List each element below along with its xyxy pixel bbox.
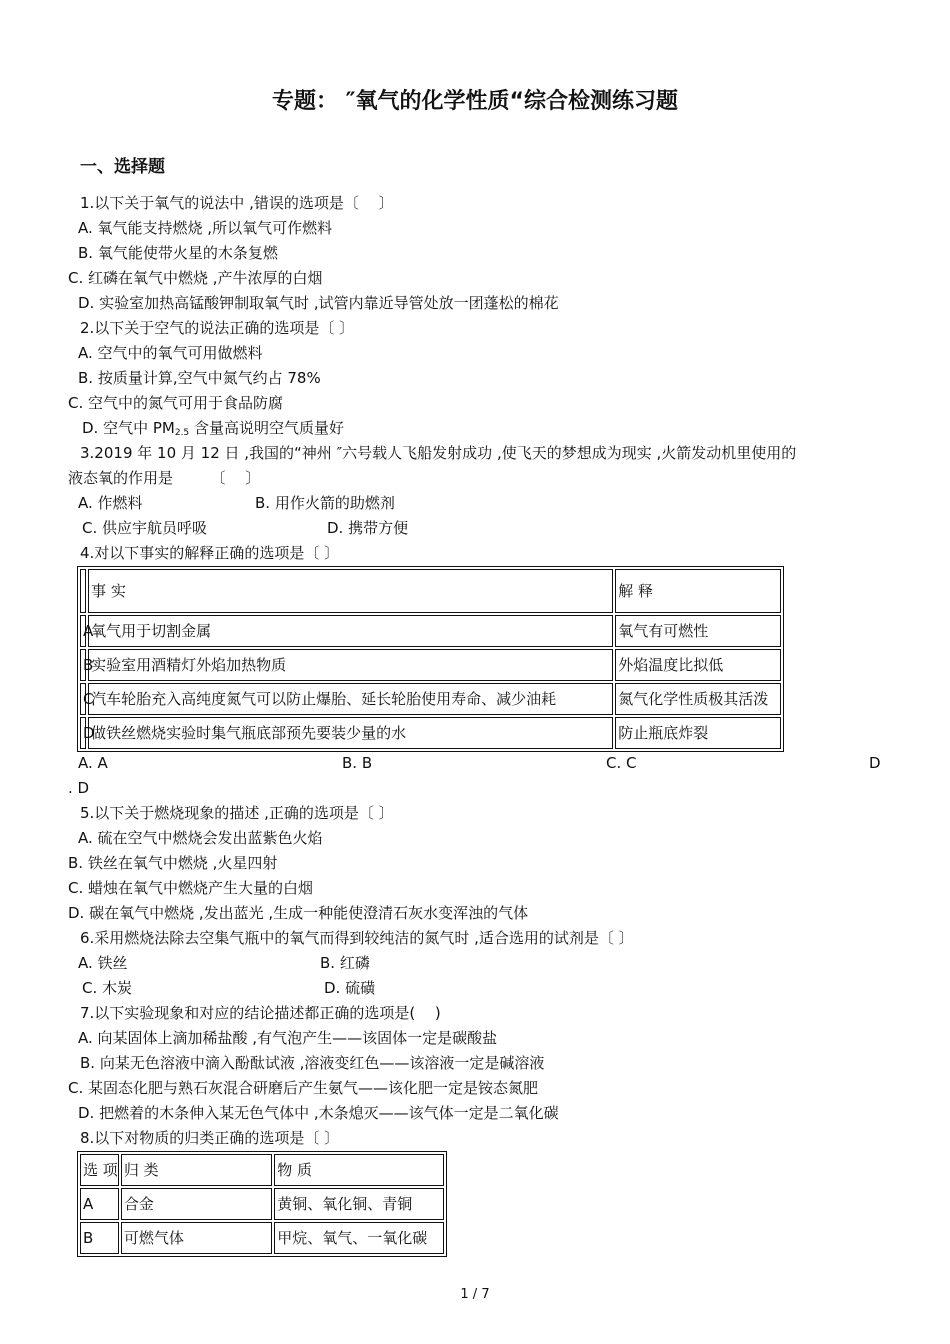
- q4-row-explain: 外焰温度比拟低: [615, 649, 781, 681]
- q2-option-d: [82, 418, 344, 438]
- q3-stem-line2: 液态氧的作用是 〔 〕: [68, 469, 261, 487]
- q2-option-b: B. 按质量计算,空气中氮气约占 78%: [78, 369, 321, 387]
- q1-option-c: C. 红磷在氧气中燃烧 ,产牛浓厚的白烟: [68, 269, 323, 287]
- q2-option-c: C. 空气中的氮气可用于食品防腐: [68, 394, 284, 412]
- q6-option-d: D. 硫磺: [324, 979, 376, 997]
- table-row: [80, 615, 781, 647]
- q4-row-explain: 防止瓶底炸裂: [615, 717, 781, 749]
- q8-row-substance: 黄铜、氧化铜、青铜: [274, 1188, 444, 1220]
- q7-option-c: C. 某固态化肥与熟石灰混合研磨后产生氨气——该化肥一定是铵态氮肥: [68, 1079, 539, 1097]
- q8-stem: 8.以下对物质的归类正确的选项是〔 〕: [80, 1129, 340, 1147]
- q4-option-a: A. A: [78, 754, 108, 772]
- q1-option-d: D. 实验室加热高锰酸钾制取氧气时 ,试管内靠近导管处放一团蓬松的棉花: [78, 294, 559, 312]
- q3-option-c: C. 供应宇航员呼吸: [82, 519, 208, 537]
- q3-option-a: A. 作燃料: [78, 494, 143, 512]
- q5-option-c: C. 蜡烛在氧气中燃烧产生大量的白烟: [68, 879, 314, 897]
- q4-row-label: B: [80, 649, 86, 681]
- q4-row-fact: 实验室用酒精灯外焰加热物质: [88, 649, 613, 681]
- page-number: 1 / 7: [460, 1287, 490, 1302]
- q3-option-b: B. 用作火箭的助燃剂: [255, 494, 395, 512]
- q3-option-d: D. 携带方便: [327, 519, 409, 537]
- q4-table: [77, 566, 784, 752]
- q4-header-label: [80, 569, 86, 613]
- q8-header-option: 选 项: [80, 1154, 119, 1186]
- table-row: [80, 1188, 444, 1220]
- section-heading: 一、选择题: [80, 157, 165, 177]
- pm-subscript: 2.5: [174, 428, 190, 438]
- q7-option-b: B. 向某无色溶液中滴入酚酞试液 ,溶液变红色——该溶液一定是碱溶液: [80, 1054, 545, 1072]
- q4-option-d-text: . D: [68, 779, 90, 797]
- q4-row-explain: 氮气化学性质极其活泼: [615, 683, 781, 715]
- q2-option-d-post: 含量高说明空气质量好: [189, 419, 344, 437]
- page-title: 专题： ″氧气的化学性质“综合检测练习题: [272, 89, 678, 114]
- q4-row-fact: 汽车轮胎充入高纯度氮气可以防止爆胎、延长轮胎使用寿命、减少油耗: [88, 683, 613, 715]
- q4-row-fact: 做铁丝燃烧实验时集气瓶底部预先要装少量的水: [88, 717, 613, 749]
- q8-row-category: 合金: [121, 1188, 272, 1220]
- q4-row-explain: 氧气有可燃性: [615, 615, 781, 647]
- q4-option-b: B. B: [342, 754, 373, 772]
- table-row: [80, 649, 781, 681]
- q3-stem-line1: 3.2019 年 10 月 12 日 ,我国的“神州 ″六号载人飞船发射成功 ,使飞天的梦想成为现实 ,火箭发动机里使用的: [80, 444, 797, 462]
- table-row: [80, 1222, 444, 1254]
- q5-option-b: B. 铁丝在氧气中燃烧 ,火星四射: [68, 854, 278, 872]
- q8-row-option: A: [80, 1188, 119, 1220]
- q6-stem: 6.采用燃烧法除去空集气瓶中的氧气而得到较纯洁的氮气时 ,适合选用的试剂是〔 〕: [80, 929, 634, 947]
- q1-stem: 1.以下关于氧气的说法中 ,错误的选项是〔 〕: [80, 194, 394, 212]
- q4-table-header: [80, 569, 781, 613]
- q8-row-substance: 甲烷、氧气、一氧化碳: [274, 1222, 444, 1254]
- q4-row-fact: 氧气用于切割金属: [88, 615, 613, 647]
- q2-option-d-pre: D. 空气中 PM: [82, 419, 175, 437]
- q5-option-a: A. 硫在空气中燃烧会发出蓝紫色火焰: [78, 829, 323, 847]
- q7-stem: 7.以下实验现象和对应的结论描述都正确的选项是( ): [80, 1004, 441, 1022]
- q7-option-d: D. 把燃着的木条伸入某无色气体中 ,木条熄灭——该气体一定是二氧化碳: [78, 1104, 559, 1122]
- q4-header-fact: 事 实: [88, 569, 613, 613]
- table-row: [80, 717, 781, 749]
- q8-table-header: [80, 1154, 444, 1186]
- q6-option-a: A. 铁丝: [78, 954, 128, 972]
- table-row: [80, 683, 781, 715]
- q1-option-b: B. 氧气能使带火星的木条复燃: [78, 244, 278, 262]
- q8-table: [77, 1151, 447, 1257]
- q2-option-a: A. 空气中的氧气可用做燃料: [78, 344, 263, 362]
- q4-option-c: C. C: [606, 754, 637, 772]
- q4-row-label: D: [80, 717, 86, 749]
- q8-row-option: B: [80, 1222, 119, 1254]
- q4-row-label: C: [80, 683, 86, 715]
- q7-option-a: A. 向某固体上滴加稀盐酸 ,有气泡产生——该固体一定是碳酸盐: [78, 1029, 498, 1047]
- q6-option-c: C. 木炭: [82, 979, 133, 997]
- q4-row-label: A: [80, 615, 86, 647]
- q4-option-d-letter: D: [869, 754, 881, 772]
- q4-header-explain: 解 释: [615, 569, 781, 613]
- q8-header-substance: 物 质: [274, 1154, 444, 1186]
- q8-header-category: 归 类: [121, 1154, 272, 1186]
- q2-stem: 2.以下关于空气的说法正确的选项是〔 〕: [80, 319, 355, 337]
- q1-option-a: A. 氧气能支持燃烧 ,所以氧气可作燃料: [78, 219, 333, 237]
- q5-option-d: D. 碳在氧气中燃烧 ,发出蓝光 ,生成一种能使澄清石灰水变浑浊的气体: [68, 904, 529, 922]
- q6-option-b: B. 红磷: [320, 954, 370, 972]
- q8-row-category: 可燃气体: [121, 1222, 272, 1254]
- q4-stem: 4.对以下事实的解释正确的选项是〔 〕: [80, 544, 340, 562]
- q5-stem: 5.以下关于燃烧现象的描述 ,正确的选项是〔 〕: [80, 804, 394, 822]
